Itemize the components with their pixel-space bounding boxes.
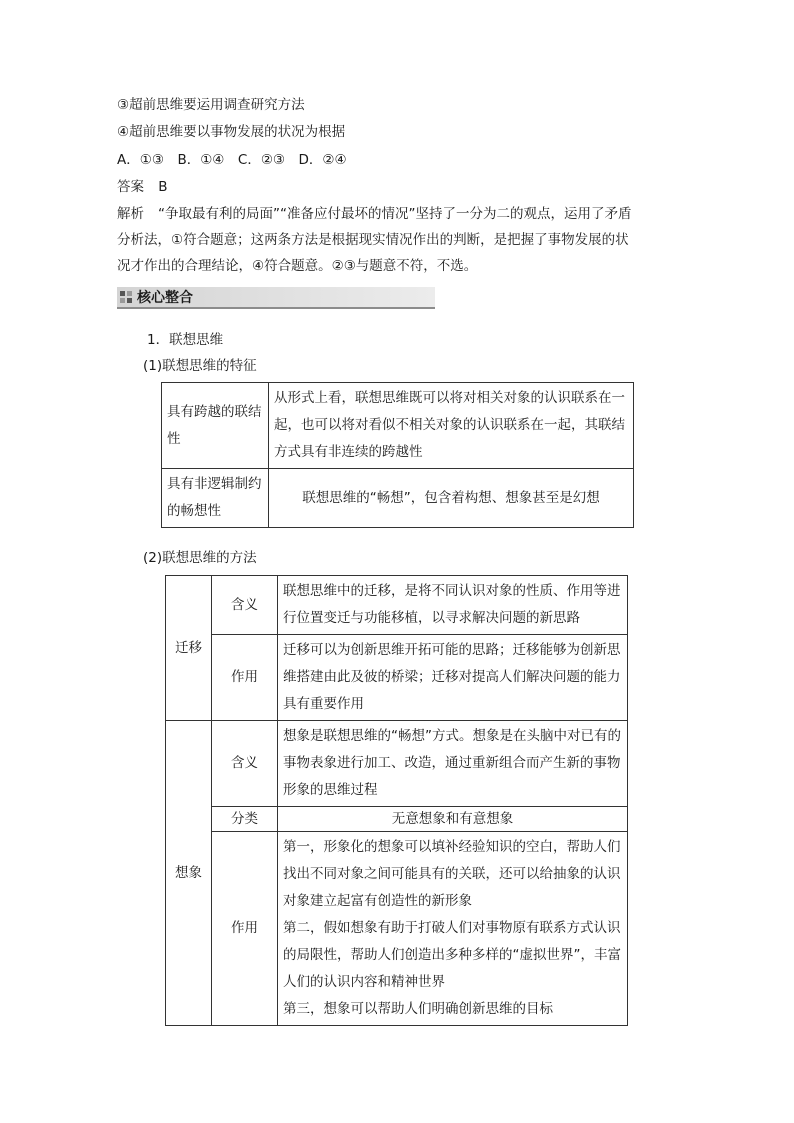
subheading-methods: (2)联想思维的方法 bbox=[143, 550, 257, 566]
features-table bbox=[161, 382, 634, 528]
table-row bbox=[166, 635, 628, 721]
method-imagine-label: 想象 bbox=[166, 721, 212, 1026]
imagine-role-3: 第三，想象可以帮助人们明确创新思维的目标 bbox=[283, 1001, 553, 1017]
imagine-class: 无意想象和有意想象 bbox=[278, 807, 628, 832]
answer-line bbox=[117, 177, 168, 197]
meaning-label: 含义 bbox=[212, 721, 278, 807]
methods-table bbox=[165, 575, 628, 1026]
option-3: ③超前思维要运用调查研究方法 bbox=[117, 97, 305, 113]
heading-associative-thinking: 1．联想思维 bbox=[147, 332, 224, 348]
imagine-role-2: 第二，假如想象有助于打破人们对事物原有联系方式认识的局限性，帮助人们创造出多种多样的“虚拟世界”，丰富人们的认识内容和精神世界 bbox=[283, 920, 621, 990]
section-square-icon bbox=[120, 291, 132, 303]
answer-label: 答案 bbox=[117, 179, 144, 195]
table-row bbox=[162, 383, 634, 469]
imagine-meaning: 想象是联想思维的“畅想”方式。想象是在头脑中对已有的事物表象进行加工、改造，通过重新组合而产生新的事物形象的思维过程 bbox=[278, 721, 628, 807]
section-title: 核心整合 bbox=[137, 290, 193, 306]
table-row bbox=[166, 721, 628, 807]
transfer-role: 迁移可以为创新思维开拓可能的思路；迁移能够为创新思维搭建由此及彼的桥梁；迁移对提高人们解决问题的能力具有重要作用 bbox=[278, 635, 628, 721]
table-cell-key: 具有跨越的联结性 bbox=[162, 383, 269, 469]
method-transfer-label: 迁移 bbox=[166, 576, 212, 721]
class-label: 分类 bbox=[212, 807, 278, 832]
section-header bbox=[117, 287, 435, 309]
meaning-label: 含义 bbox=[212, 576, 278, 635]
answer-value: B bbox=[158, 179, 168, 195]
analysis-text: “争取最有利的局面”“准备应付最坏的情况”坚持了一分为二的观点，运用了矛盾分析法，①符合题意；这两条方法是根据现实情况作出的判断，是把握了事物发展的状况才作出的合理结论，④符合题意。②③与题意不符，不选。 bbox=[117, 206, 632, 274]
role-label: 作用 bbox=[212, 832, 278, 1026]
table-cell-key: 具有非逻辑制约的畅想性 bbox=[162, 469, 269, 528]
table-row bbox=[166, 832, 628, 1026]
table-row bbox=[166, 576, 628, 635]
role-label: 作用 bbox=[212, 635, 278, 721]
analysis-label: 解析 bbox=[117, 206, 144, 222]
subheading-features: (1)联想思维的特征 bbox=[143, 358, 257, 374]
table-cell-value: 从形式上看，联想思维既可以将对相关对象的认识联系在一起，也可以将对看似不相关对象的认识联系在一起，其联结方式具有非连续的跨越性 bbox=[269, 383, 634, 469]
imagine-role-1: 第一，形象化的想象可以填补经验知识的空白，帮助人们找出不同对象之间可能具有的关联，还可以给抽象的认识对象建立起富有创造性的新形象 bbox=[283, 839, 621, 909]
option-4: ④超前思维要以事物发展的状况为根据 bbox=[117, 124, 346, 140]
imagine-role bbox=[278, 832, 628, 1026]
table-row bbox=[162, 469, 634, 528]
analysis-paragraph bbox=[117, 201, 637, 279]
table-row bbox=[166, 807, 628, 832]
transfer-meaning: 联想思维中的迁移，是将不同认识对象的性质、作用等进行位置变迁与功能移植，以寻求解决问题的新思路 bbox=[278, 576, 628, 635]
answer-choices: A．①③ B．①④ C．②③ D．②④ bbox=[117, 152, 347, 168]
table-cell-value: 联想思维的“畅想”，包含着构想、想象甚至是幻想 bbox=[269, 469, 634, 528]
